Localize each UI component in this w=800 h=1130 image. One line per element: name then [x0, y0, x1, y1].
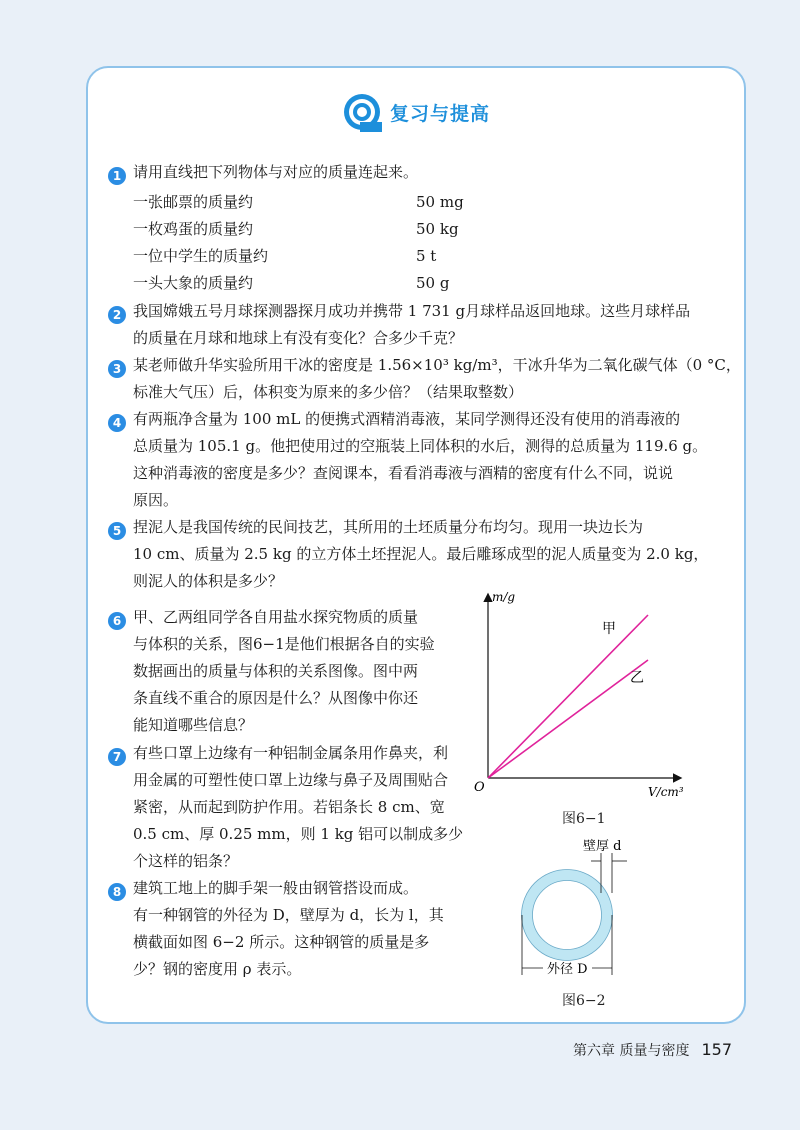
question-6-text: 甲、乙两组同学各自用盐水探究物质的质量 与体积的关系，图6−1是他们根据各自的实验 数据画出的质量与体积的关系图像。图中两 条直线不重合的原因是什么？从图像中你还 能知道哪些信息？ — [133, 608, 435, 734]
question-1-text: 请用直线把下列物体与对应的质量连起来。 — [133, 163, 419, 181]
figure-6-1-caption: 图6−1 — [562, 811, 606, 827]
item-4: 一头大象的质量约 — [133, 274, 254, 292]
wall-thickness-label: 壁厚 d — [583, 839, 622, 854]
figure-6-2-caption: 图6−2 — [562, 993, 606, 1009]
pipe-inner-edge — [533, 881, 602, 950]
question-number-5: 5 — [108, 522, 126, 540]
line-yi-label: 乙 — [630, 670, 644, 686]
item-1: 一张邮票的质量约 — [133, 193, 254, 211]
question-number-7: 7 — [108, 748, 126, 766]
line-jia — [488, 615, 648, 778]
section-header — [88, 90, 744, 134]
line-yi — [488, 660, 648, 778]
mass-3: 5 t — [416, 247, 437, 265]
mass-2: 50 kg — [416, 220, 459, 238]
question-number-6: 6 — [108, 612, 126, 630]
page-footer — [573, 1040, 732, 1060]
line-jia-label: 甲 — [602, 621, 616, 637]
target-icon — [342, 92, 382, 132]
item-3: 一位中学生的质量约 — [133, 247, 269, 265]
page-number: 157 — [701, 1040, 732, 1059]
mass-1: 50 mg — [416, 193, 464, 211]
question-2-text: 我国嫦娥五号月球探测器探月成功并携带 1 731 g月球样品返回地球。这些月球样品 的质量在月球和地球上有没有变化？合多少千克？ — [133, 302, 691, 347]
origin-label: O — [474, 780, 485, 795]
mass-4: 50 g — [416, 274, 450, 292]
question-number-3: 3 — [108, 360, 126, 378]
question-7-text: 有些口罩上边缘有一种铝制金属条用作鼻夹，利 用金属的可塑性使口罩上边缘与鼻子及周围贴合 紧密，从而起到防护作用。若铝条长 8 cm、宽 0.5 cm、厚 0.25 mm，则 1 kg 铝可以制成多少 个这样的铝条？ — [133, 744, 464, 870]
x-axis-label: V/cm³ — [648, 785, 684, 799]
figure-6-1-graph — [470, 585, 690, 805]
item-2: 一枚鸡蛋的质量约 — [133, 220, 254, 238]
chapter-title: 第六章 质量与密度 — [573, 1043, 690, 1059]
y-axis-label: m/g — [492, 590, 516, 604]
question-5-text: 捏泥人是我国传统的民间技艺，其所用的土坯质量分布均匀。现用一块边长为 10 cm、质量为 2.5 kg 的立方体土坯捏泥人。最后雕琢成型的泥人质量变为 2.0 kg， 则泥人的体积是多少？ — [133, 518, 709, 590]
question-number-1: 1 — [108, 167, 126, 185]
section-title: 复习与提高 — [389, 102, 490, 125]
question-4-text: 有两瓶净含量为 100 mL 的便携式酒精消毒液，某同学测得还没有使用的消毒液的 总质量为 105.1 g。他把使用过的空瓶装上同体积的水后，测得的总质量为 119.6 g。 这种消毒液的密度是多少？查阅课本，看看消毒液与酒精的密度有什么不同，说说 原因。 — [133, 410, 708, 509]
figure-6-2-diagram — [515, 835, 655, 980]
question-number-2: 2 — [108, 306, 126, 324]
question-8-text: 建筑工地上的脚手架一般由钢管搭设而成。 有一种钢管的外径为 D，壁厚为 d，长为 l，其 横截面如图 6−2 所示。这种钢管的质量是多 少？钢的密度用 ρ 表示。 — [133, 879, 444, 978]
question-number-4: 4 — [108, 414, 126, 432]
question-number-8: 8 — [108, 883, 126, 901]
question-3-text: 某老师做升华实验所用干冰的密度是 1.56×10³ kg/m³，干冰升华为二氧化碳气体（0 °C， 标准大气压）后，体积变为原来的多少倍？（结果取整数） — [133, 356, 741, 401]
pipe-ring — [527, 875, 607, 955]
outer-diameter-label: 外径 D — [547, 962, 588, 977]
